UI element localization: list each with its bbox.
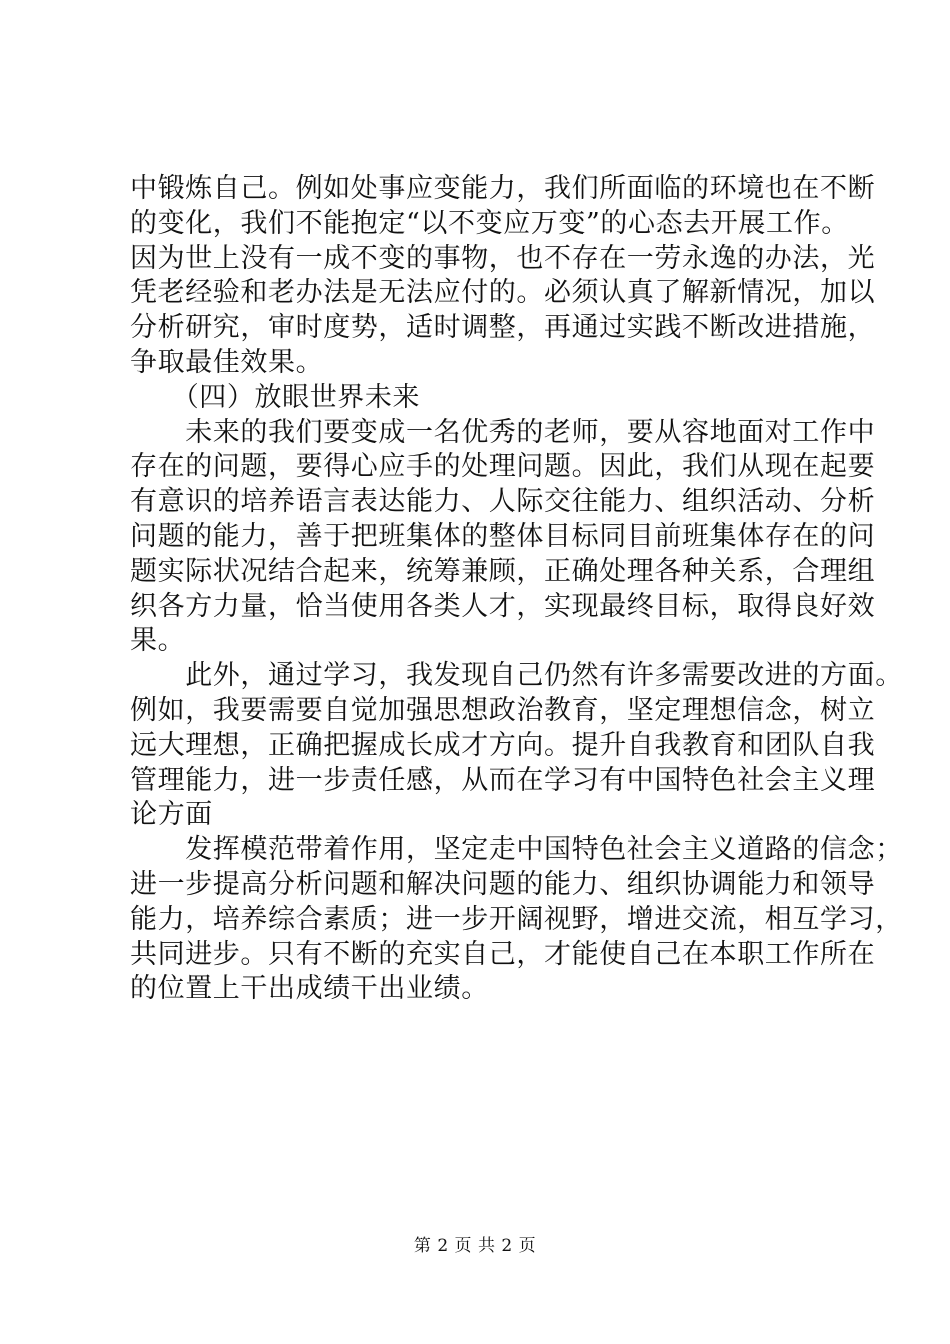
text-line: 中锻炼自己。例如处事应变能力，我们所面临的环境也在不断 <box>130 173 876 204</box>
text-line: 管理能力，进一步责任感，从而在学习有中国特色社会主义理 <box>130 764 876 796</box>
document-body <box>130 172 903 1007</box>
text-line: 进一步提高分析问题和解决问题的能力、组织协调能力和领导 <box>130 868 876 900</box>
text-line: 的变化，我们不能抱定“以不变应万变”的心态去开展工作。 <box>130 207 849 239</box>
text-line: 共同进步。只有不断的充实自己，才能使自己在本职工作所在 <box>130 938 876 970</box>
text-line: 此外，通过学习，我发现自己仍然有许多需要改进的方面。 <box>130 660 903 692</box>
text-line: 织各方力量，恰当使用各类人才，实现最终目标，取得良好效 <box>130 590 876 622</box>
text-line: 因为世上没有一成不变的事物，也不存在一劳永逸的办法，光 <box>130 242 876 274</box>
section-heading: （四）放眼世界未来 <box>130 381 421 413</box>
text-line: 论方面 <box>130 799 213 831</box>
text-line: 的位置上干出成绩干出业绩。 <box>130 973 489 1005</box>
text-line: 发挥模范带着作用，坚定走中国特色社会主义道路的信念； <box>130 834 903 866</box>
text-line: 果。 <box>130 625 186 657</box>
text-line: 例如，我要需要自觉加强思想政治教育，坚定理想信念，树立 <box>130 694 876 726</box>
text-line: 争取最佳效果。 <box>130 346 324 378</box>
text-line: 存在的问题，要得心应手的处理问题。因此，我们从现在起要 <box>130 451 876 483</box>
text-line: 有意识的培养语言表达能力、人际交往能力、组织活动、分析 <box>130 486 876 518</box>
text-line: 问题的能力，善于把班集体的整体目标同目前班集体存在的问 <box>130 520 876 552</box>
text-line: 题实际状况结合起来，统筹兼顾，正确处理各种关系，合理组 <box>130 555 876 587</box>
text-line: 远大理想，正确把握成长成才方向。提升自我教育和团队自我 <box>130 729 876 761</box>
text-line: 凭老经验和老办法是无法应付的。必须认真了解新情况，加以 <box>130 277 876 309</box>
text-line: 能力，培养综合素质；进一步开阔视野，增进交流，相互学习， <box>130 903 903 935</box>
text-line: 分析研究，审时度势，适时调整，再通过实践不断改进措施， <box>130 312 876 344</box>
text-line: 未来的我们要变成一名优秀的老师，要从容地面对工作中 <box>130 416 876 448</box>
page-number-footer: 第 2 页 共 2 页 <box>413 1236 537 1256</box>
